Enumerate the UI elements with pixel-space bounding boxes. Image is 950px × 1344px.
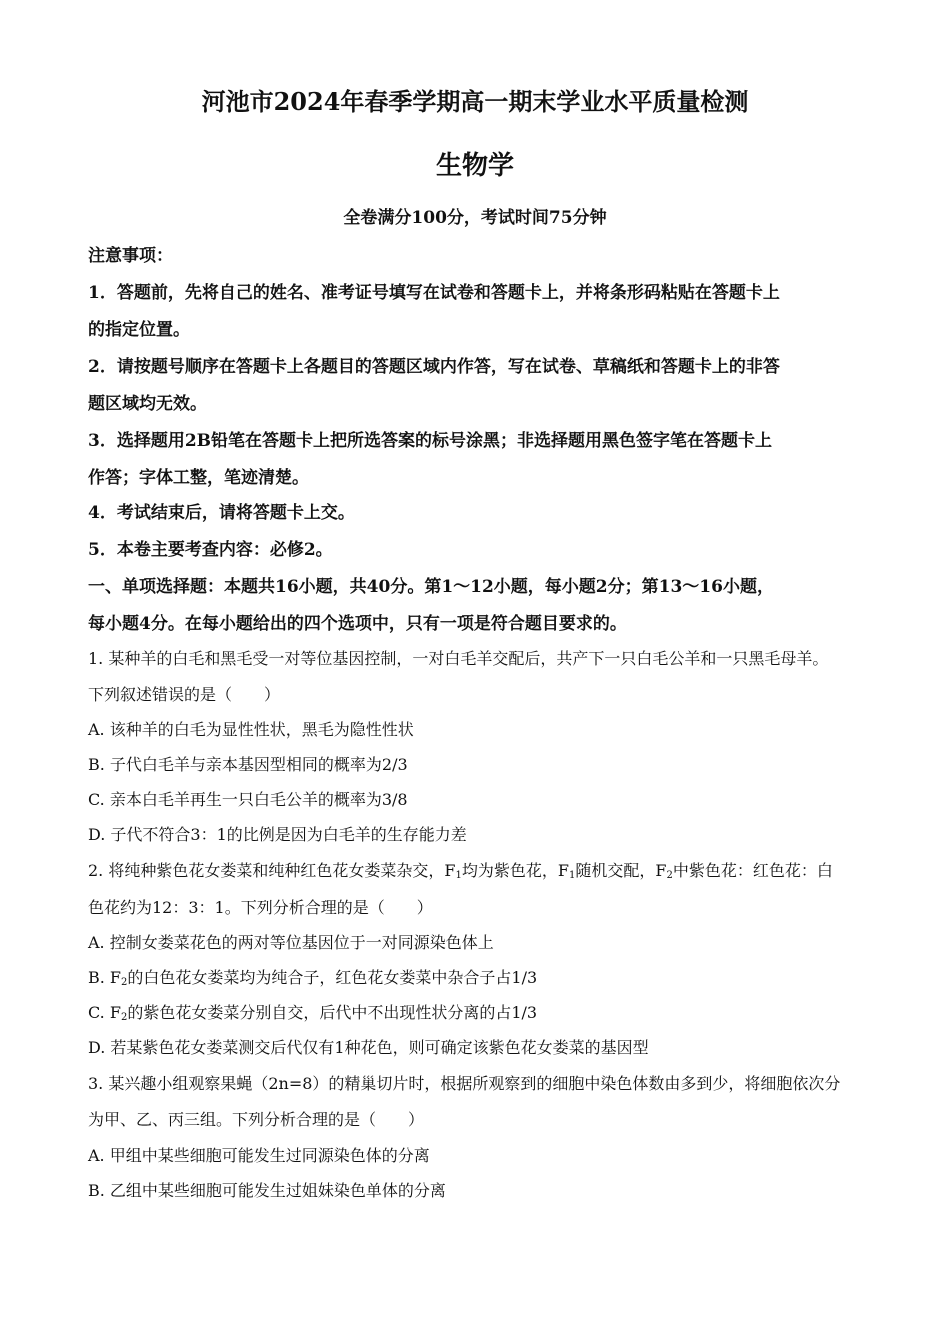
q2-option-a: A. 控制女娄菜花色的两对等位基因位于一对同源染色体上 [88, 933, 494, 952]
q2-option-d: D. 若某紫色花女娄菜测交后代仅有1种花色，则可确定该紫色花女娄菜的基因型 [88, 1038, 649, 1057]
notice-line: 1．答题前，先将自己的姓名、准考证号填写在试卷和答题卡上，并将条形码粘贴在答题卡上 [88, 283, 780, 303]
q2-c-subscript: 2 [120, 1012, 128, 1023]
notice-line: 2．请按题号顺序在答题卡上各题目的答题区域内作答，写在试卷、草稿纸和答题卡上的非答 [88, 357, 780, 377]
q2-stem-part: 随机交配，F [575, 861, 667, 880]
q2-subscript: 1 [568, 870, 576, 881]
q2-stem-part: 均为紫色花，F [461, 861, 569, 880]
section-heading: 一、单项选择题：本题共16小题，共40分。第1～12小题，每小题2分；第13～16小题， [88, 577, 774, 597]
q1-option-b: B. 子代白毛羊与亲本基因型相同的概率为2/3 [88, 755, 408, 774]
q3-option-b: B. 乙组中某些细胞可能发生过姐妹染色单体的分离 [88, 1181, 446, 1200]
q2-subscript: 2 [666, 870, 673, 881]
q2-option-c [88, 1000, 878, 1023]
notice-line: 4．考试结束后，请将答题卡上交。 [88, 503, 355, 523]
q2-option-b [88, 965, 878, 988]
q2-c-post: 的紫色花女娄菜分别自交，后代中不出现性状分离的占1/3 [127, 1003, 538, 1022]
q3-option-a: A. 甲组中某些细胞可能发生过同源染色体的分离 [88, 1146, 430, 1165]
notice-heading: 注意事项： [88, 246, 173, 266]
score-info: 全卷满分100分，考试时间75分钟 [343, 208, 607, 228]
q2-b-subscript: 2 [121, 977, 128, 988]
q1-stem-cont: 下列叙述错误的是（ ） [88, 685, 281, 704]
notice-line: 题区域均无效。 [88, 394, 207, 414]
q3-stem-cont: 为甲、乙、丙三组。下列分析合理的是（ ） [88, 1110, 425, 1129]
q2-stem-part: 2. 将纯种紫色花女娄菜和纯种红色花女娄菜杂交，F [88, 861, 456, 880]
q2-b-post: 的白色花女娄菜均为纯合子，红色花女娄菜中杂合子占1/3 [127, 968, 538, 987]
q2-stem-cont: 色花约为12：3：1。下列分析合理的是（ ） [88, 898, 433, 917]
notice-line: 作答；字体工整，笔迹清楚。 [88, 468, 309, 488]
q1-stem: 1. 某种羊的白毛和黑毛受一对等位基因控制，一对白毛羊交配后，共产下一只白毛公羊和一只黑毛母羊。 [88, 649, 829, 668]
q2-stem-part: 中紫色花：红色花：白 [672, 861, 833, 880]
notice-line: 5．本卷主要考查内容：必修2。 [88, 540, 333, 560]
q2-c-pre: C. F [88, 1003, 121, 1022]
subject-title: 生物学 [435, 151, 514, 181]
q1-option-c: C. 亲本白毛羊再生一只白毛公羊的概率为3/8 [88, 790, 408, 809]
q1-option-a: A. 该种羊的白毛为显性性状，黑毛为隐性性状 [88, 720, 414, 739]
q3-stem: 3. 某兴趣小组观察果蝇（2n=8）的精巢切片时，根据所观察到的细胞中染色体数由多到少，将细胞依次分 [88, 1074, 841, 1093]
q2-b-pre: B. F [88, 968, 122, 987]
q2-subscript: 1 [455, 870, 462, 881]
notice-line: 的指定位置。 [88, 320, 190, 340]
section-heading-cont: 每小题4分。在每小题给出的四个选项中，只有一项是符合题目要求的。 [88, 614, 627, 634]
q1-option-d: D. 子代不符合3：1的比例是因为白毛羊的生存能力差 [88, 825, 467, 844]
q2-stem [88, 858, 878, 881]
exam-title: 河池市2024年春季学期高一期末学业水平质量检测 [201, 87, 749, 116]
notice-line: 3．选择题用2B铅笔在答题卡上把所选答案的标号涂黑；非选择题用黑色签字笔在答题卡上 [88, 431, 773, 451]
